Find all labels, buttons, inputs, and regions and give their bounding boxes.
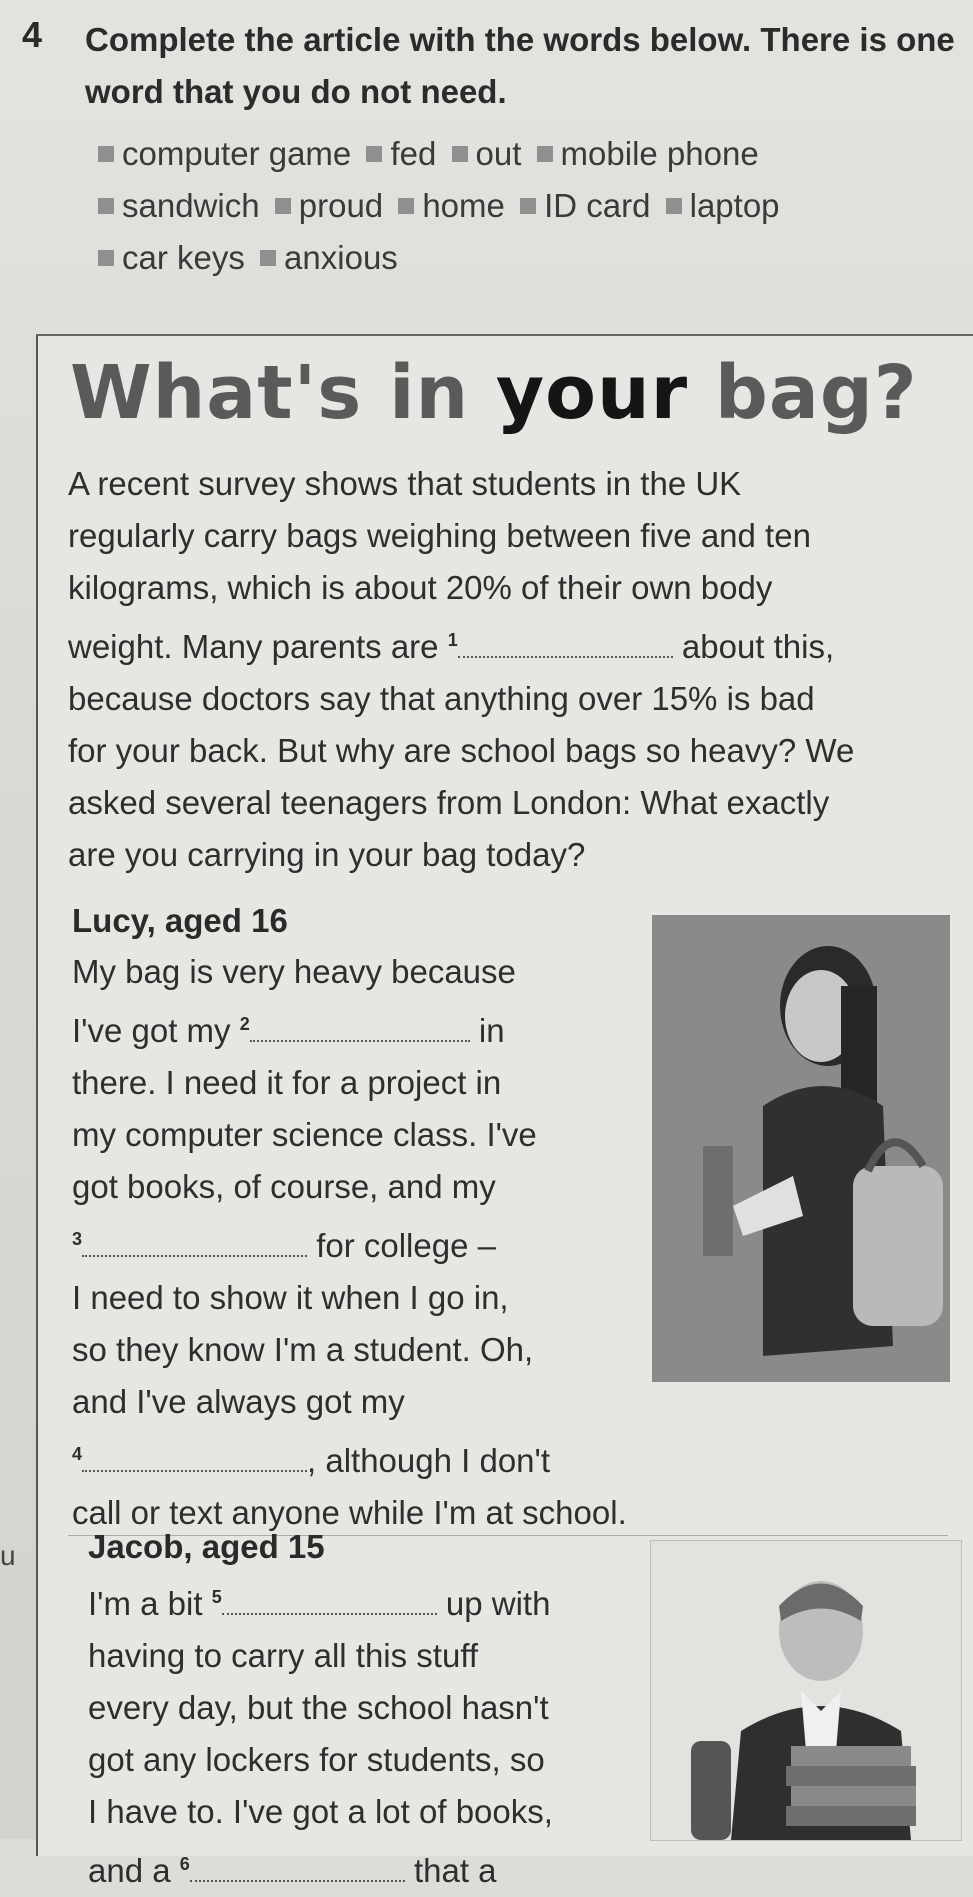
intro-line: regularly carry bags weighing between five and ten — [68, 517, 811, 554]
gap-blank[interactable] — [190, 1854, 405, 1882]
word-bank-item: out — [475, 135, 522, 172]
intro-line: weight. Many parents are $^1$ about this, — [68, 628, 835, 665]
gap-blank[interactable] — [250, 1014, 470, 1042]
article-intro — [68, 458, 973, 881]
word-bank — [92, 128, 952, 284]
boy-with-books-illustration — [651, 1541, 961, 1840]
word-bank-item: proud — [298, 187, 384, 224]
intro-line: A recent survey shows that students in the UK — [68, 465, 742, 502]
article-title: What's in your bag? — [70, 350, 918, 436]
exercise-instruction: Complete the article with the words below. There is one word that you do not need. — [85, 21, 955, 110]
bullet-square-icon — [98, 250, 114, 266]
gap-number: 2 — [239, 1014, 250, 1034]
bullet-square-icon — [520, 198, 536, 214]
girl-with-backpack-illustration — [653, 916, 949, 1381]
student-photo-jacob — [650, 1540, 962, 1841]
bullet-square-icon — [398, 198, 414, 214]
word-bank-item: computer game — [122, 135, 352, 172]
bullet-square-icon — [275, 198, 291, 214]
jacob-text: I'm a bit $^5$ up with having to carry all this stuff every day, but the school hasn't got any lockers for students, so I have to. I've got a lot of books, and a $^6$ that a — [88, 1585, 553, 1889]
gap-blank[interactable] — [82, 1444, 307, 1472]
gap-number: 3 — [72, 1229, 83, 1249]
intro-line: because doctors say that anything over 15% is bad — [68, 680, 815, 717]
gap-number: 5 — [211, 1587, 222, 1607]
bullet-square-icon — [260, 250, 276, 266]
word-bank-item: car keys — [122, 239, 245, 276]
bullet-square-icon — [452, 146, 468, 162]
intro-line: for your back. But why are school bags so heavy? We — [68, 732, 855, 769]
gap-number: 6 — [179, 1854, 190, 1874]
intro-line: kilograms, which is about 20% of their own body — [68, 569, 773, 606]
student-name-lucy: Lucy, aged 16 — [72, 902, 288, 939]
lucy-text: My bag is very heavy because I've got my $^2$ in there. I need it for a project in my computer science class. I've got books, of course, and my $^3$ for college – I need to show it when I go in, so they know I'm a student. Oh, and I've always got my $^4$ , although I don't call or text anyone while I'm at school. — [72, 953, 627, 1531]
word-bank-item: fed — [390, 135, 437, 172]
word-bank-item: mobile phone — [560, 135, 759, 172]
bullet-square-icon — [98, 146, 114, 162]
gap-blank[interactable] — [458, 630, 673, 658]
word-bank-item: sandwich — [122, 187, 260, 224]
student-name-jacob: Jacob, aged 15 — [88, 1528, 325, 1565]
bullet-square-icon — [366, 146, 382, 162]
intro-line: are you carrying in your bag today? — [68, 836, 586, 873]
bullet-square-icon — [666, 198, 682, 214]
margin-letter: u — [0, 1540, 16, 1571]
word-bank-item: ID card — [544, 187, 651, 224]
gap-number: 1 — [447, 630, 458, 650]
intro-line: asked several teenagers from London: What exactly — [68, 784, 830, 821]
student-photo-lucy — [652, 915, 950, 1382]
bullet-square-icon — [537, 146, 553, 162]
exercise-number: 4 — [22, 14, 43, 55]
gap-number: 4 — [72, 1444, 83, 1464]
bullet-square-icon — [98, 198, 114, 214]
gap-blank[interactable] — [82, 1229, 307, 1257]
word-bank-item: laptop — [689, 187, 780, 224]
word-bank-item: home — [422, 187, 505, 224]
gap-blank[interactable] — [222, 1587, 437, 1615]
word-bank-item: anxious — [284, 239, 398, 276]
